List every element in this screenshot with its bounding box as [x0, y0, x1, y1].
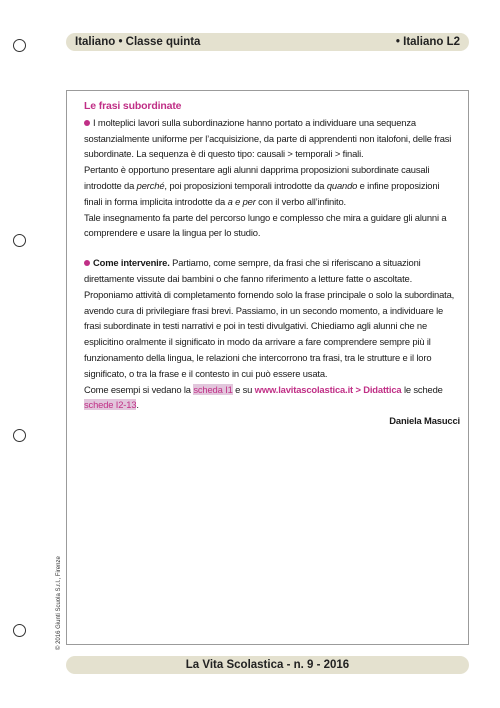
- paragraph-5: [84, 382, 460, 414]
- p5-text-c: le schede: [401, 383, 443, 395]
- how-to-lead: Come intervenire.: [93, 257, 170, 269]
- paragraph-3: Tale insegnamento fa parte del percorso lungo e complesso che mira a guidare gli alunni a comprendere e usare la lingua per lo studio.: [84, 211, 447, 239]
- p2-text-d: con il verbo all’infinito.: [255, 195, 346, 207]
- p5-text-a: Come esempi si vedano la: [84, 383, 194, 395]
- header-section: • Italiano L2: [395, 36, 460, 48]
- p2-quando: quando: [326, 179, 358, 191]
- header-subject: Italiano • Classe quinta: [75, 36, 201, 48]
- binder-hole-2: [13, 234, 26, 247]
- copyright-note: © 2016 Giunti Scuola S.r.l., Firenze: [56, 556, 62, 650]
- p2-text-c: e infine proposizioni finali in forma implicita introdotte da: [84, 179, 440, 207]
- paragraph-1-text: I molteplici lavori sulla subordinazione hanno portato a individuare una sequenza sostanzialmente uniforme per l’acquisizione, da parte di apprendenti non italofoni, delle frasi subordinate. La sequenza è di questo tipo: causali > temporali > finali.: [84, 116, 452, 160]
- bullet-icon: [84, 260, 90, 266]
- paragraph-4: [84, 255, 460, 381]
- spacer: [84, 241, 460, 255]
- bullet-icon: [84, 120, 90, 126]
- p2-a-e-per: a e per: [227, 195, 256, 207]
- author-signature: Daniela Masucci: [389, 415, 460, 427]
- binder-hole-4: [13, 624, 26, 637]
- paragraph-1: [84, 115, 460, 162]
- page-header: [66, 33, 469, 51]
- page-footer: [66, 656, 469, 674]
- paragraph-4-text: Partiamo, come sempre, da frasi che si riferiscano a situazioni direttamente vissute dai bambini o che fanno riferimento a letture fatte o ascoltate. Proponiamo attività di completamento fornendo solo la frase principale o solo la subordinata, avendo cura di privilegiare frasi brevi. Passiamo, in un secondo momento, a individuare le frasi subordinate in testi narrativi e poi in testi divulgativi. Chiediamo agli alunni che ne esplicitino oralmente il significato in modo da arrivare a fare comprendere sempre più il funzionamento della lingua, le relazioni che intercorrono tra frasi, tra le strutture e il loro significato, o tra la frase e il contesto in cui può essere usata.: [84, 257, 455, 379]
- p2-text-a: Pertanto è opportuno presentare agli alunni dapprima proposizioni subordinate causali introdotte da: [84, 164, 430, 191]
- website-link[interactable]: www.lavitascolastica.it > Didattica: [254, 383, 402, 395]
- article: [84, 99, 460, 429]
- p2-perche: perché: [136, 179, 165, 191]
- scheda-i1-link[interactable]: scheda I1: [193, 383, 233, 395]
- binder-hole-1: [13, 39, 26, 52]
- p2-text-b: , poi proposizioni temporali introdotte da: [164, 179, 327, 191]
- footer-publication: La Vita Scolastica - n. 9 - 2016: [185, 659, 350, 671]
- binder-hole-3: [13, 429, 26, 442]
- article-title: Le frasi subordinate: [84, 100, 182, 112]
- p5-text-d: .: [136, 399, 139, 411]
- p5-text-b: e su: [232, 383, 255, 395]
- schede-link[interactable]: schede I2-13: [84, 399, 137, 411]
- paragraph-2: [84, 162, 460, 209]
